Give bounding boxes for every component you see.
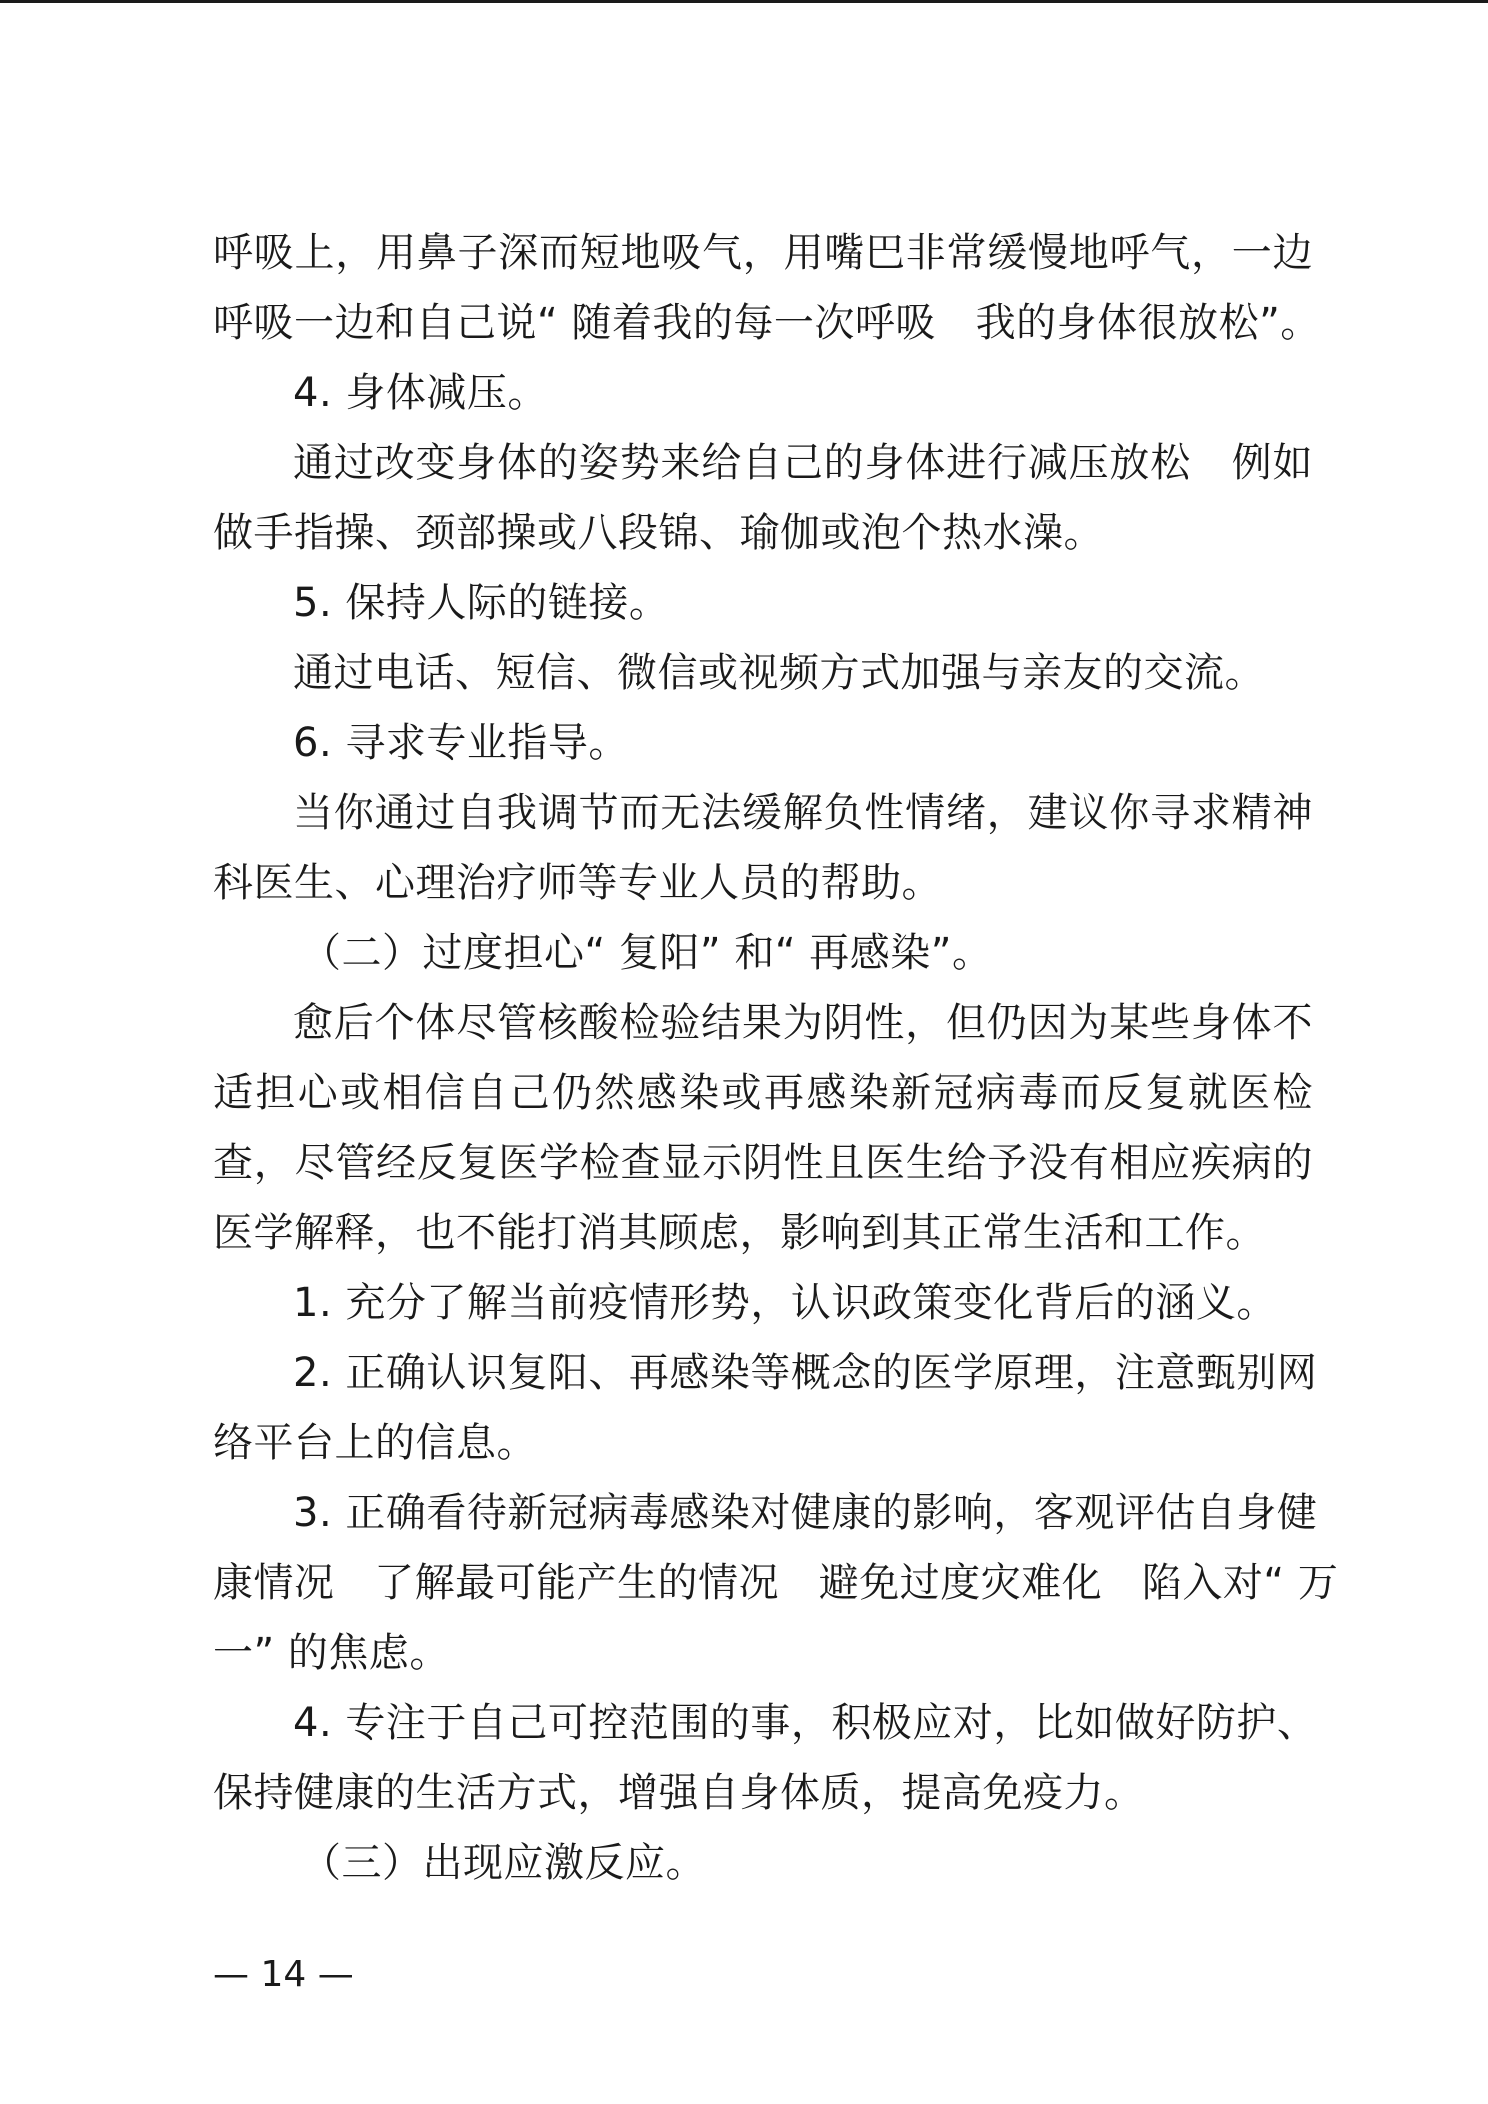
paragraph-line: 当你通过自我调节而无法缓解负性情绪，建议你寻求精神	[293, 790, 1313, 836]
list-item-heading: 4. 身体减压。	[293, 370, 548, 416]
section-heading: （三）出现应激反应。	[301, 1840, 706, 1886]
list-item: 1. 充分了解当前疫情形势，认识政策变化背后的涵义。	[293, 1280, 1277, 1326]
list-item-continuation: 络平台上的信息。	[213, 1420, 537, 1466]
list-item-continuation: 保持健康的生活方式，增强自身体质，提高免疫力。	[213, 1770, 1145, 1816]
paragraph-line: 查，尽管经反复医学检查显示阴性且医生给予没有相应疾病的	[213, 1140, 1313, 1186]
document-body	[213, 218, 1339, 1898]
list-item-continuation: 康情况 了解最可能产生的情况 避免过度灾难化 陷入对“ 万	[213, 1560, 1339, 1606]
paragraph-line: 适担心或相信自己仍然感染或再感染新冠病毒而反复就医检	[213, 1070, 1313, 1116]
list-item-heading: 5. 保持人际的链接。	[293, 580, 670, 626]
paragraph-line: 医学解释，也不能打消其顾虑，影响到其正常生活和工作。	[213, 1210, 1266, 1256]
list-item: 4. 专注于自己可控范围的事，积极应对，比如做好防护、	[293, 1700, 1318, 1746]
paragraph-line: 通过电话、短信、微信或视频方式加强与亲友的交流。	[293, 650, 1265, 696]
paragraph-line: 呼吸上，用鼻子深而短地吸气，用嘴巴非常缓慢地呼气，一边	[213, 230, 1313, 276]
list-item-heading: 6. 寻求专业指导。	[293, 720, 629, 766]
list-item-continuation: 一” 的焦虑。	[213, 1630, 450, 1676]
paragraph-line: 做手指操、颈部操或八段锦、瑜伽或泡个热水澡。	[213, 510, 1104, 556]
section-heading: （二）过度担心“ 复阳” 和“ 再感染”。	[301, 930, 993, 976]
list-item: 3. 正确看待新冠病毒感染对健康的影响，客观评估自身健	[293, 1490, 1318, 1536]
paragraph-line: 科医生、心理治疗师等专业人员的帮助。	[213, 860, 942, 906]
paragraph-line: 愈后个体尽管核酸检验结果为阴性，但仍因为某些身体不	[293, 1000, 1313, 1046]
list-item: 2. 正确认识复阳、再感染等概念的医学原理，注意甄别网	[293, 1350, 1318, 1396]
paragraph-line: 通过改变身体的姿势来给自己的身体进行减压放松 例如	[293, 440, 1313, 486]
paragraph-line: 呼吸一边和自己说“ 随着我的每一次呼吸 我的身体很放松”。	[213, 300, 1321, 346]
top-border-rule	[0, 0, 1488, 3]
page-number: — 14 —	[213, 1954, 354, 1995]
